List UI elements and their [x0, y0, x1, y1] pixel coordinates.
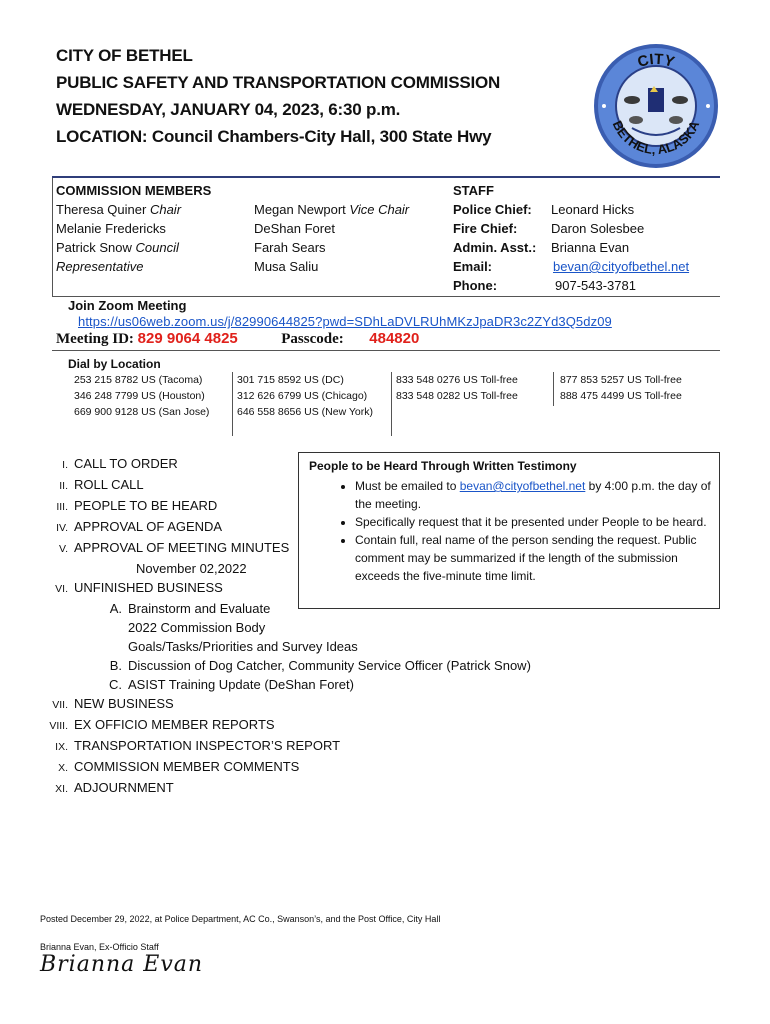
passcode-label: Passcode:	[281, 331, 344, 347]
agenda-item: X. COMMISSION MEMBER COMMENTS	[58, 759, 300, 774]
dial-number: 646 558 8656 US (New York)	[237, 406, 374, 418]
divider	[52, 296, 720, 297]
testimony-item: • Contain full, real name of the person sending the request. Public comment may be summarized if the length of the submission exceeds the five-minute time limit.	[355, 531, 719, 585]
dial-number: 877 853 5257 US Toll-free	[560, 374, 682, 386]
title-city: CITY OF BETHEL	[56, 46, 193, 65]
agenda-subitem: 2022 Commission Body	[128, 620, 266, 635]
divider	[553, 372, 554, 406]
dial-col-2	[237, 372, 373, 420]
dial-number: 833 548 0276 US Toll-free	[396, 374, 518, 386]
dial-number: 253 215 8782 US (Tacoma)	[74, 374, 203, 386]
member-row: Farah Sears	[254, 240, 326, 255]
agenda-item: III. PEOPLE TO BE HEARD	[56, 498, 218, 513]
header-divider	[52, 176, 720, 178]
posting-notice: Posted December 29, 2022, at Police Department, AC Co., Swanson’s, and the Post Office, City Hall	[40, 914, 441, 924]
testimony-item: • Specifically request that it be presented under People to be heard.	[355, 513, 719, 531]
testimony-title: People to be Heard Through Written Testimony	[309, 459, 577, 473]
agenda-item: II. ROLL CALL	[59, 477, 144, 492]
seal-top-text: CITY	[635, 50, 677, 71]
agenda-subitem: C. ASIST Training Update (DeShan Foret)	[109, 677, 354, 692]
signer-name: Brianna Evan, Ex-Officio Staff	[40, 942, 159, 952]
divider	[232, 372, 233, 436]
member-row: Patrick Snow Council	[56, 240, 179, 255]
divider	[391, 372, 392, 436]
dial-col-3	[396, 372, 518, 404]
commission-heading: COMMISSION MEMBERS	[56, 183, 212, 198]
dial-col-1	[74, 372, 209, 420]
member-row: Musa Saliu	[254, 259, 319, 274]
title-commission: PUBLIC SAFETY AND TRANSPORTATION COMMISSION	[56, 73, 501, 92]
title-location: LOCATION: Council Chambers-City Hall, 300 State Hwy	[56, 127, 492, 146]
staff-row: Fire Chief: Daron Solesbee	[453, 221, 645, 236]
testimony-email-link[interactable]: bevan@cityofbethel.net	[459, 479, 586, 493]
agenda-subitem: B. Discussion of Dog Catcher, Community Service Officer (Patrick Snow)	[109, 658, 531, 673]
agenda-item: XI. ADJOURNMENT	[55, 780, 174, 795]
dial-number: 312 626 6799 US (Chicago)	[237, 390, 368, 402]
zoom-join-label: Join Zoom Meeting	[68, 298, 187, 313]
agenda-subitem: Goals/Tasks/Priorities and Survey Ideas	[128, 639, 358, 654]
staff-section	[453, 181, 689, 295]
agenda-subitem: A. Brainstorm and Evaluate	[109, 601, 271, 616]
commission-members-col2	[254, 200, 409, 276]
passcode: 484820	[369, 330, 420, 347]
agenda-item: VII. NEW BUSINESS	[52, 696, 174, 711]
member-row: DeShan Foret	[254, 221, 335, 236]
agenda-item: IX. TRANSPORTATION INSPECTOR’S REPORT	[55, 738, 341, 753]
testimony-list	[299, 477, 719, 585]
signature: Brianna Evan	[40, 952, 204, 977]
member-row: Melanie Fredericks	[56, 221, 166, 236]
agenda-item: November 02,2022	[136, 561, 247, 576]
dial-number: 669 900 9128 US (San Jose)	[74, 406, 210, 418]
dial-number: 833 548 0282 US Toll-free	[396, 390, 518, 402]
agenda-item: IV. APPROVAL OF AGENDA	[56, 519, 223, 534]
staff-row: Email: bevan@cityofbethel.net	[453, 259, 690, 274]
written-testimony-box	[298, 452, 720, 609]
testimony-item: • Must be emailed to bevan@cityofbethel.net by 4:00 p.m. the day of the meeting.	[355, 477, 719, 513]
member-row: Representative	[56, 259, 144, 274]
zoom-link[interactable]: https://us06web.zoom.us/j/82990644825?pwd=SDhLaDVLRUhMKzJpaDR3c2ZYd3Q5dz09	[78, 314, 612, 329]
seal-bottom-text: BETHEL, ALASKA	[609, 118, 703, 158]
agenda-item: I. CALL TO ORDER	[62, 456, 178, 471]
agenda-item: V. APPROVAL OF MEETING MINUTES	[59, 540, 290, 555]
staff-row: Admin. Asst.: Brianna Evan	[453, 240, 630, 255]
divider	[52, 178, 53, 296]
divider	[52, 350, 720, 351]
city-seal-logo	[592, 42, 720, 170]
document-title	[56, 42, 500, 150]
staff-heading: STAFF	[453, 183, 494, 198]
title-date: WEDNESDAY, JANUARY 04, 2023, 6:30 p.m.	[56, 100, 401, 119]
dial-number: 346 248 7799 US (Houston)	[74, 390, 205, 402]
meeting-info	[56, 330, 419, 348]
commission-members	[56, 181, 211, 276]
agenda-item: VIII. EX OFFICIO MEMBER REPORTS	[49, 717, 275, 732]
dial-col-4	[560, 372, 682, 404]
staff-row: Phone: 907-543-3781	[453, 278, 636, 293]
meeting-id-label: Meeting ID:	[56, 331, 134, 347]
dial-number: 301 715 8592 US (DC)	[237, 374, 344, 386]
meeting-id: 829 9064 4825	[137, 330, 238, 347]
dial-heading: Dial by Location	[68, 357, 161, 371]
dial-number: 888 475 4499 US Toll-free	[560, 390, 682, 402]
staff-email-link[interactable]: bevan@cityofbethel.net	[553, 259, 690, 274]
member-row: Megan Newport Vice Chair	[254, 202, 410, 217]
member-row: Theresa Quiner Chair	[56, 202, 182, 217]
staff-row: Police Chief: Leonard Hicks	[453, 202, 635, 217]
agenda-item: VI. UNFINISHED BUSINESS	[55, 580, 223, 595]
